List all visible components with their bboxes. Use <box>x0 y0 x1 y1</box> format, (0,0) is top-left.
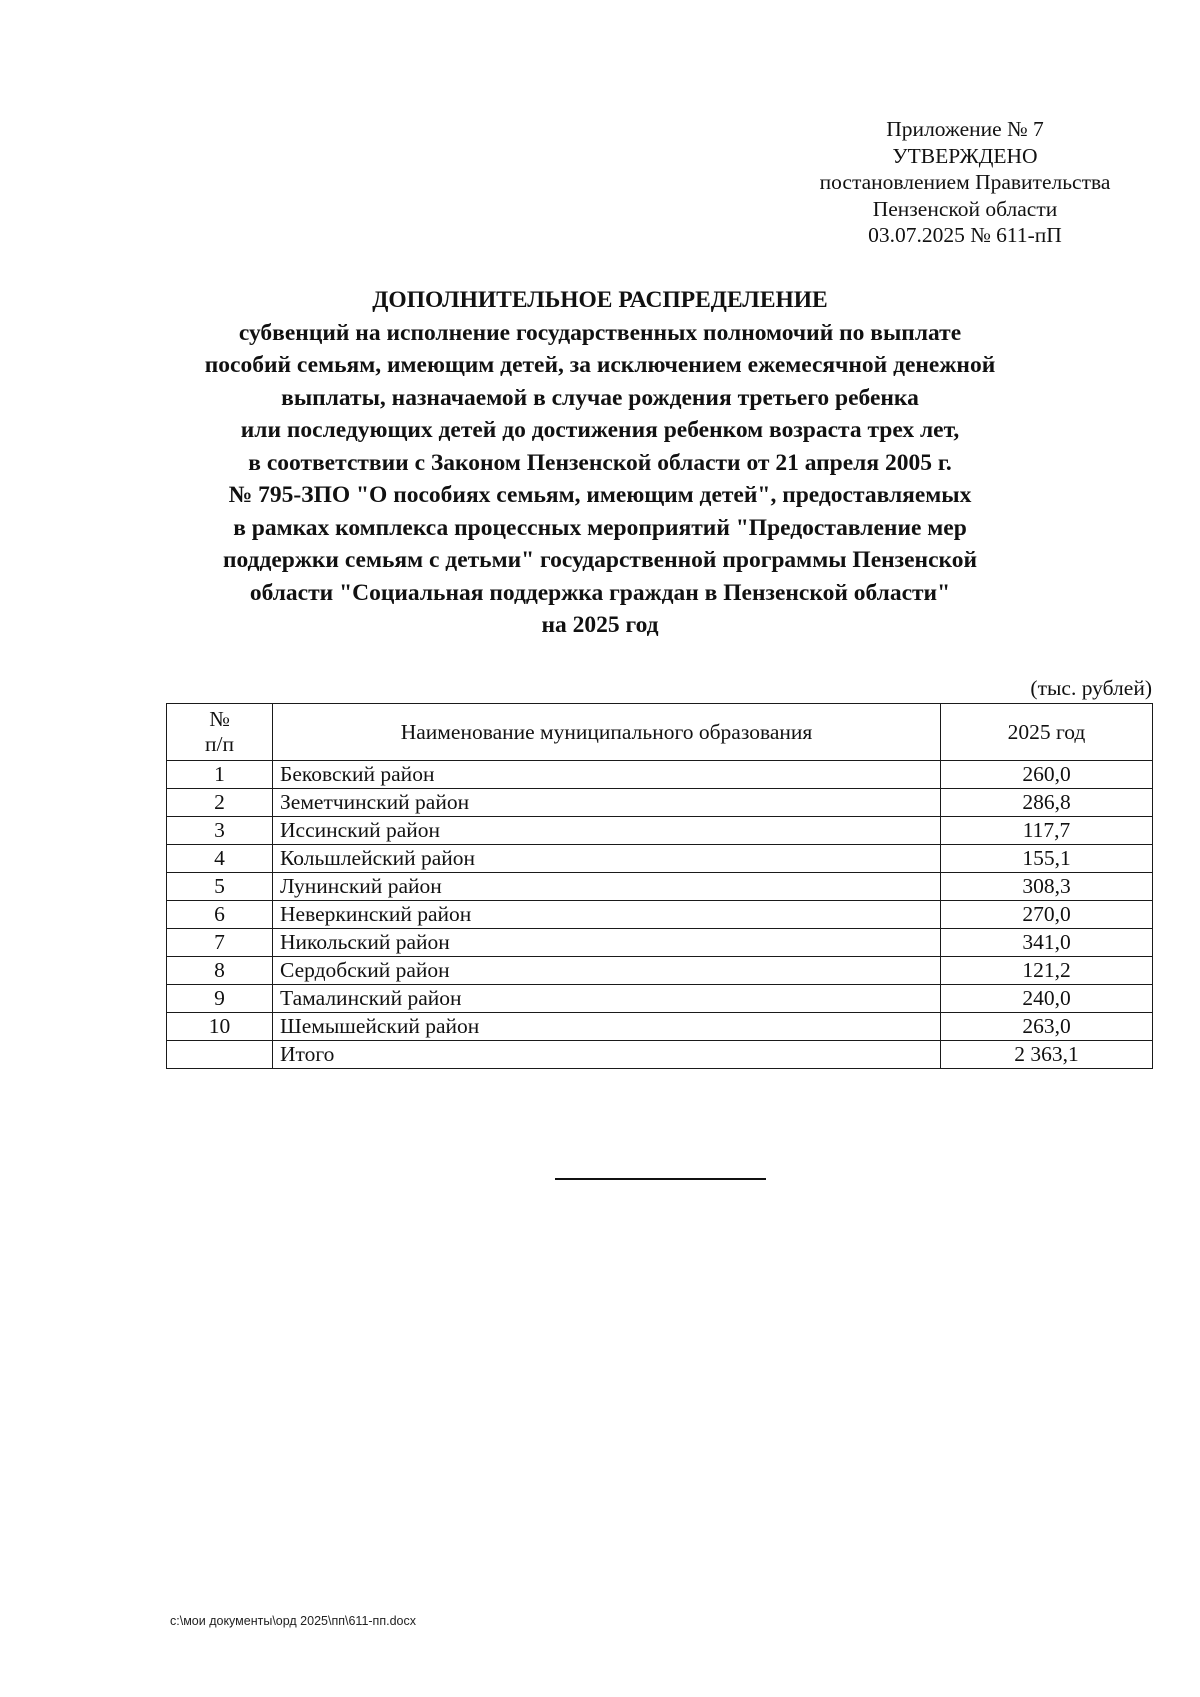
approved-by-line: постановлением Правительства <box>819 170 1111 194</box>
row-amount: 341,0 <box>941 929 1153 957</box>
header-year: 2025 год <box>941 704 1153 761</box>
row-number: 7 <box>167 929 273 957</box>
table-row <box>167 1013 1153 1041</box>
row-amount: 286,8 <box>941 789 1153 817</box>
title-line: в соответствии с Законом Пензенской области от 21 апреля 2005 г. <box>248 449 952 476</box>
header-number <box>167 704 273 761</box>
title-line: № 795-ЗПО "О пособиях семьям, имеющим детей", предоставляемых <box>228 482 972 508</box>
title-line: на 2025 год <box>541 612 659 638</box>
header-number-abbr: п/п <box>205 732 234 756</box>
footer-file-path: c:\мои документы\орд 2025\пп\611-пп.docx <box>170 1614 416 1628</box>
row-amount: 155,1 <box>941 845 1153 873</box>
table-row <box>167 929 1153 957</box>
row-municipality: Шемышейский район <box>273 1013 941 1041</box>
table-row <box>167 845 1153 873</box>
row-municipality: Бековский район <box>273 761 941 789</box>
approval-block <box>770 116 1160 249</box>
table-row <box>167 817 1153 845</box>
row-number: 5 <box>167 873 273 901</box>
row-number: 3 <box>167 817 273 845</box>
total-amount: 2 363,1 <box>941 1041 1153 1069</box>
row-municipality: Никольский район <box>273 929 941 957</box>
title-line: субвенций на исполнение государственных полномочий по выплате <box>238 319 962 346</box>
table-row <box>167 873 1153 901</box>
table-row <box>167 985 1153 1013</box>
title-line: в рамках комплекса процессных мероприятий "Предоставление мер <box>233 514 967 541</box>
row-amount: 263,0 <box>941 1013 1153 1041</box>
row-municipality: Иссинский район <box>273 817 941 845</box>
row-number: 9 <box>167 985 273 1013</box>
title-line: или последующих детей до достижения ребенком возраста трех лет, <box>240 417 960 443</box>
row-number: 2 <box>167 789 273 817</box>
table-total-row <box>167 1041 1153 1069</box>
row-amount: 260,0 <box>941 761 1153 789</box>
title-line: поддержки семьям с детьми" государственной программы Пензенской <box>222 547 978 573</box>
title-line: выплаты, назначаемой в случае рождения третьего ребенка <box>281 384 919 411</box>
row-amount: 240,0 <box>941 985 1153 1013</box>
row-amount: 121,2 <box>941 957 1153 985</box>
units-label: (тыс. рублей) <box>1030 676 1152 700</box>
row-number: 8 <box>167 957 273 985</box>
appendix-number: Приложение № 7 <box>886 117 1044 141</box>
table-row <box>167 789 1153 817</box>
row-amount: 117,7 <box>941 817 1153 845</box>
title-line: области "Социальная поддержка граждан в Пензенской области" <box>249 579 951 606</box>
row-number: 6 <box>167 901 273 929</box>
header-number-symbol: № <box>209 707 230 731</box>
row-municipality: Сердобский район <box>273 957 941 985</box>
row-amount: 308,3 <box>941 873 1153 901</box>
row-number: 10 <box>167 1013 273 1041</box>
approved-label: УТВЕРЖДЕНО <box>892 143 1038 168</box>
header-municipality: Наименование муниципального образования <box>273 704 941 761</box>
title-line: пособий семьям, имеющим детей, за исключением ежемесячной денежной <box>204 352 996 378</box>
row-number: 1 <box>167 761 273 789</box>
table-row <box>167 901 1153 929</box>
row-municipality: Земетчинский район <box>273 789 941 817</box>
distribution-table <box>166 703 1153 1069</box>
table-row <box>167 957 1153 985</box>
row-amount: 270,0 <box>941 901 1153 929</box>
row-municipality: Лунинский район <box>273 873 941 901</box>
document-title <box>130 284 1070 642</box>
total-label: Итого <box>273 1041 941 1069</box>
row-municipality: Тамалинский район <box>273 985 941 1013</box>
decree-date-number: 03.07.2025 № 611-пП <box>868 223 1062 247</box>
closing-divider <box>555 1178 766 1180</box>
row-municipality: Неверкинский район <box>273 901 941 929</box>
table-row <box>167 761 1153 789</box>
row-municipality: Кольшлейский район <box>273 845 941 873</box>
row-number: 4 <box>167 845 273 873</box>
title-heading: ДОПОЛНИТЕЛЬНОЕ РАСПРЕДЕЛЕНИЕ <box>372 287 828 313</box>
approved-by-region: Пензенской области <box>872 196 1058 221</box>
table-header-row <box>167 704 1153 761</box>
total-number <box>167 1041 273 1069</box>
